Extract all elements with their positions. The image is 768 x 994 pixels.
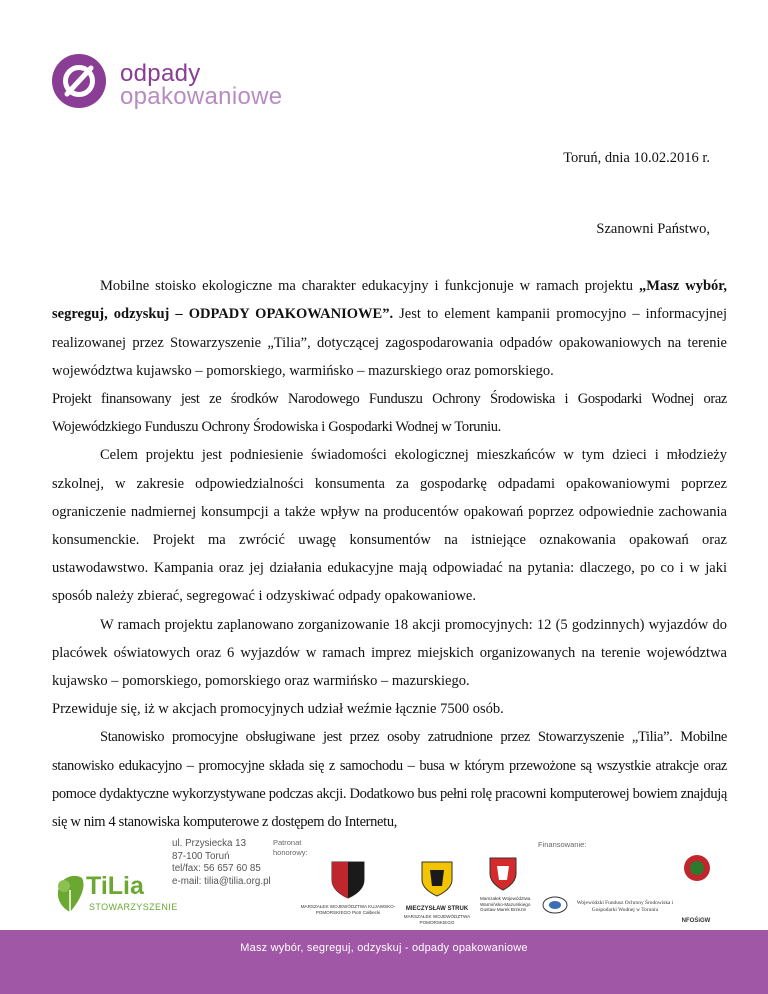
warminsko-mazurskie-crest-icon bbox=[488, 856, 518, 892]
intro-text: Mobilne stoisko ekologiczne ma charakter edukacyjny i funkcjonuje w ramach projektu bbox=[100, 278, 640, 295]
leaf-icon bbox=[52, 868, 88, 914]
letter-greeting: Szanowni Państwo, bbox=[596, 221, 710, 237]
paragraph-project-intro bbox=[52, 244, 727, 385]
tagline-text: Masz wybór, segreguj, odzyskuj - odpady opakowaniowe bbox=[240, 942, 528, 954]
tilia-subtitle: STOWARZYSZENIE bbox=[89, 902, 178, 912]
address-phone: tel/fax: 56 657 60 85 bbox=[172, 863, 261, 875]
address-street: ul. Przysiecka 13 bbox=[172, 838, 247, 849]
pomorskie-crest-icon bbox=[420, 860, 454, 898]
project-title: „Masz wybór, segreguj, odzyskuj – ODPADY OPAKOWANIOWE”. bbox=[52, 278, 727, 323]
address-city: 87-100 Toruń bbox=[172, 850, 230, 862]
logo-odpady-opakowaniowe bbox=[50, 52, 290, 122]
kujawsko-pomorskie-crest-icon bbox=[330, 860, 366, 900]
paragraph-participants: Przewiduje się, iż w akcjach promocyjnych udział weźmie łącznie 7500 osób. bbox=[52, 701, 504, 718]
address-block bbox=[172, 838, 271, 889]
paragraph-goal: Celem projektu jest podniesienie świadomości ekologicznej mieszkańców w tym dzieci i młodzieży szkolnej, w zakresie odpowiedzialności konsumenta za gospodarkę odpadami opakowaniowymi poprzez ograniczenie nadmiernej konsumpcji a także wpływ na producentów opakowań poprzez odpowiednie zachowania konsumenckie. Projekt ma zwrócić uwagę konsumentów na istniejące oznakowania opakowań oraz ustawodawstwo. Kampania oraz jej działania edukacyjne mają odpowiadać na pytania: dlaczego, po co i w jaki sposób należy zbierać, segregować i odzyskiwać odpady opakowaniowe. bbox=[52, 447, 727, 605]
wfos-logo-icon bbox=[542, 896, 568, 914]
tagline-bar bbox=[0, 930, 768, 994]
tilia-name: TiLia bbox=[86, 872, 144, 900]
footer bbox=[0, 838, 768, 930]
patron-pomorskie-name: MIECZYSŁAW STRUK bbox=[405, 906, 469, 912]
paragraph-financing: Projekt finansowany jest ze środków Narodowego Funduszu Ochrony Środowiska i Gospodarki Wodnej oraz Wojewódzkiego Funduszu Ochrony Środowiska i Gospodarki Wodnej w Toruniu. bbox=[52, 391, 727, 436]
letter-date: Toruń, dnia 10.02.2016 r. bbox=[563, 150, 710, 166]
patron-pomorskie-title: MARSZAŁEK WOJEWÓDZTWA POMORSKIEGO bbox=[403, 914, 471, 925]
paragraph-stand: Stanowisko promocyjne obsługiwane jest przez osoby zatrudnione przez Stowarzyszenie „Tilia”. Mobilne stanowisko edukacyjno – promocyjne składa się z samochodu – busa w którym przewożone są wszystkie atrakcje oraz pomoce dydaktyczne wykorzystywane podczas akcji. Dodatkowo bus pełni rolę pracowni komputerowej bowiem znajdują się w nim 4 stanowiska komputerowe z dostępem do Internetu, bbox=[52, 729, 727, 831]
paragraph-actions: W ramach projektu zaplanowano zorganizowanie 18 akcji promocyjnych: 12 (5 godzinnych) wyjazdów do placówek oświatowych oraz 6 wyjazdów w ramach imprez miejskich organizowanych na terenie województwa kujawsko – pomorskiego, pomorskiego oraz warmińsko – mazurskiego. bbox=[52, 616, 727, 690]
letter-body bbox=[52, 244, 727, 836]
patron-kujawsko-pomorskie: MARSZAŁEK WOJEWÓDZTWA KUJAWSKO-POMORSKIEGO Piotr Całbecki bbox=[300, 904, 396, 915]
nfosigw-logo-icon bbox=[682, 854, 712, 894]
tilia-logo bbox=[52, 868, 178, 918]
wfos-name: Wojewódzki Fundusz Ochrony Środowiska i Gospodarki Wodnej w Toruniu bbox=[576, 900, 674, 913]
patron-warminsko-mazurskie: Marszałek Województwa Warmińsko-Mazurskiego Gustaw Marek Brzezin bbox=[480, 896, 531, 913]
no-waste-icon bbox=[50, 52, 108, 110]
patron-label: Patronat honorowy: bbox=[273, 838, 308, 857]
logo-text-opakowaniowe: opakowaniowe bbox=[120, 83, 283, 110]
nfosigw-label: NFOŚiGW bbox=[681, 918, 711, 924]
logo-text-odpady: odpady bbox=[120, 60, 201, 87]
intro-rest: Jest to element kampanii promocyjno – informacyjnej realizowanej przez Stowarzyszenie „Tilia”, dotyczącej zagospodarowania odpadów opakowaniowych na terenie województwa kujawsko – pomorskiego, warmińsko – mazurskiego oraz pomorskiego. bbox=[52, 306, 727, 379]
address-email[interactable]: e-mail: tilia@tilia.org.pl bbox=[172, 876, 271, 888]
financing-label: Finansowanie: bbox=[538, 840, 587, 849]
